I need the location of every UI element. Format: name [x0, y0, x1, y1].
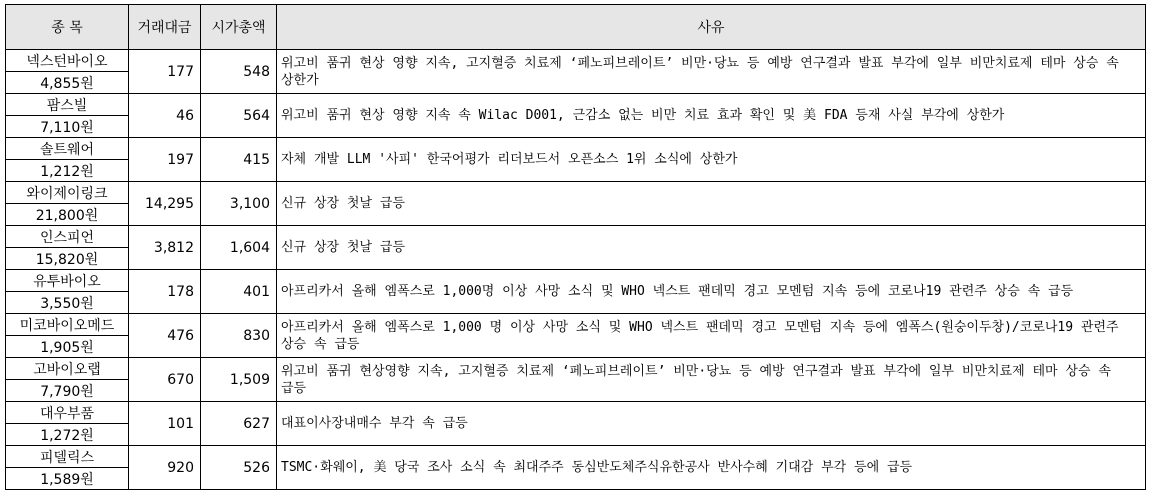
header-row [6, 5, 1146, 50]
market-cap: 830 [201, 314, 277, 358]
market-cap: 3,100 [201, 182, 277, 226]
trading-volume: 670 [129, 358, 201, 402]
table-row [6, 138, 1146, 160]
stock-name: 유투바이오 [6, 270, 129, 292]
table-row [6, 226, 1146, 248]
reason-text: TSMC·화웨이, 美 당국 조사 소식 속 최대주주 동심반도체주식유한공사 반사수혜 기대감 부각 등에 급등 [277, 446, 1146, 490]
table-row [6, 270, 1146, 292]
reason-text: 위고비 품귀 현상 영향 지속, 고지혈증 치료제 ‘페노피브레이트’ 비만·당뇨 등 예방 연구결과 발표 부각에 일부 비만치료제 테마 상승 속 상한가 [277, 50, 1146, 94]
reason-text: 대표이사장내매수 부각 속 급등 [277, 402, 1146, 446]
stock-name: 솔트웨어 [6, 138, 129, 160]
stock-name: 미코바이오메드 [6, 314, 129, 336]
stock-price: 1,272원 [6, 424, 129, 446]
trading-volume: 101 [129, 402, 201, 446]
trading-volume: 178 [129, 270, 201, 314]
stock-name: 대우부품 [6, 402, 129, 424]
table-row [6, 402, 1146, 424]
market-cap: 415 [201, 138, 277, 182]
stock-name: 인스피언 [6, 226, 129, 248]
table-row [6, 314, 1146, 336]
trading-volume: 3,812 [129, 226, 201, 270]
stock-price: 7,110원 [6, 116, 129, 138]
table-row [6, 182, 1146, 204]
trading-volume: 14,295 [129, 182, 201, 226]
stock-table [5, 4, 1146, 490]
header-market-cap: 시가총액 [201, 5, 277, 50]
market-cap: 564 [201, 94, 277, 138]
trading-volume: 920 [129, 446, 201, 490]
reason-text: 위고비 품귀 현상 영향 지속 속 Wilac D001, 근감소 없는 비만 치료 효과 확인 및 美 FDA 등재 사실 부각에 상한가 [277, 94, 1146, 138]
stock-name: 와이제이링크 [6, 182, 129, 204]
stock-price: 1,589원 [6, 468, 129, 490]
table-body [6, 50, 1146, 490]
market-cap: 627 [201, 402, 277, 446]
market-cap: 526 [201, 446, 277, 490]
reason-text: 자체 개발 LLM '사피' 한국어평가 리더보드서 오픈소스 1위 소식에 상한가 [277, 138, 1146, 182]
market-cap: 548 [201, 50, 277, 94]
trading-volume: 177 [129, 50, 201, 94]
stock-price: 7,790원 [6, 380, 129, 402]
table-row [6, 50, 1146, 72]
stock-name: 팜스빌 [6, 94, 129, 116]
market-cap: 1,604 [201, 226, 277, 270]
table-row [6, 358, 1146, 380]
market-cap: 401 [201, 270, 277, 314]
stock-name: 피델릭스 [6, 446, 129, 468]
stock-price: 15,820원 [6, 248, 129, 270]
stock-name: 넥스턴바이오 [6, 50, 129, 72]
header-reason: 사유 [277, 5, 1146, 50]
stock-price: 4,855원 [6, 72, 129, 94]
stock-price: 1,212원 [6, 160, 129, 182]
header-name: 종 목 [6, 5, 129, 50]
stock-price: 21,800원 [6, 204, 129, 226]
header-volume: 거래대금 [129, 5, 201, 50]
table-row [6, 446, 1146, 468]
market-cap: 1,509 [201, 358, 277, 402]
reason-text: 아프리카서 올해 엠폭스로 1,000 명 이상 사망 소식 및 WHO 넥스트 팬데믹 경고 모멘텀 지속 등에 엠폭스(원숭이두창)/코로나19 관련주 상승 속 급등 [277, 314, 1146, 358]
trading-volume: 46 [129, 94, 201, 138]
stock-price: 1,905원 [6, 336, 129, 358]
reason-text: 아프리카서 올해 엠폭스로 1,000명 이상 사망 소식 및 WHO 넥스트 팬데믹 경고 모멘텀 지속 등에 코로나19 관련주 상승 속 급등 [277, 270, 1146, 314]
trading-volume: 476 [129, 314, 201, 358]
trading-volume: 197 [129, 138, 201, 182]
reason-text: 신규 상장 첫날 급등 [277, 182, 1146, 226]
reason-text: 신규 상장 첫날 급등 [277, 226, 1146, 270]
table-row [6, 94, 1146, 116]
stock-price: 3,550원 [6, 292, 129, 314]
reason-text: 위고비 품귀 현상영향 지속, 고지혈증 치료제 ‘페노피브레이트’ 비만·당뇨 등 예방 연구결과 발표 부각에 일부 비만치료제 테마 상승 속 급등 [277, 358, 1146, 402]
stock-name: 고바이오랩 [6, 358, 129, 380]
